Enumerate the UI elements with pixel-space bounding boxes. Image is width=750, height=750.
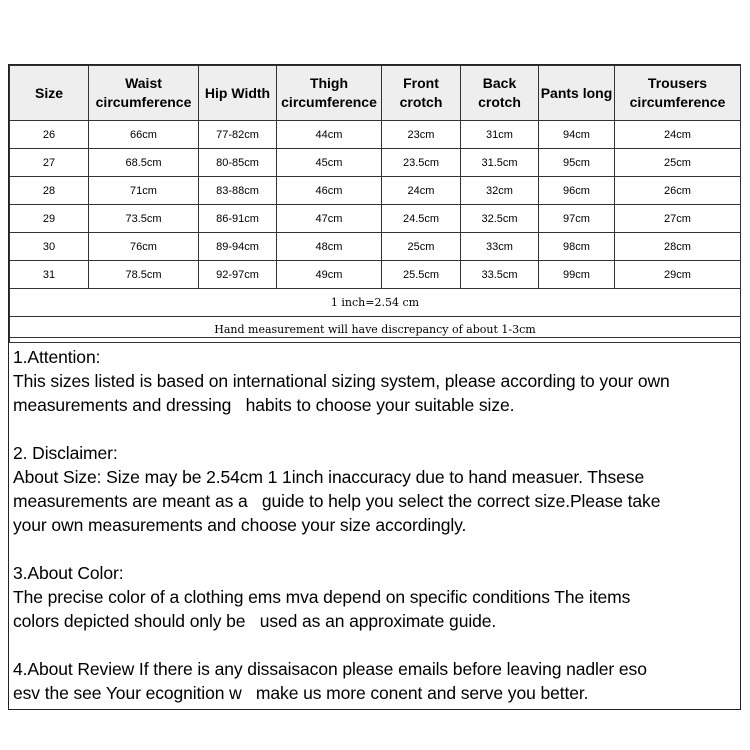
disclaimer-line: measurements are meant as a guide to help you select the correct size.Please take	[13, 491, 661, 511]
size-chart	[8, 64, 741, 710]
cell-front-crotch: 24.5cm	[382, 205, 461, 233]
review-note	[13, 657, 740, 705]
color-note	[13, 561, 740, 633]
cell-thigh: 46cm	[277, 177, 382, 205]
cell-pants-long: 96cm	[539, 177, 615, 205]
review-line: 4.About Review If there is any dissaisacon please emails before leaving nadler eso	[13, 659, 647, 679]
review-line: esv the see Your ecognition w make us more conent and serve you better.	[13, 683, 589, 703]
cell-waist: 66cm	[89, 121, 199, 149]
cell-thigh: 45cm	[277, 149, 382, 177]
attention-note	[13, 345, 740, 417]
table-row	[10, 261, 741, 289]
cell-front-crotch: 23cm	[382, 121, 461, 149]
header-back-crotch: Back crotch	[461, 66, 539, 121]
cell-trousers: 24cm	[615, 121, 741, 149]
header-size: Size	[10, 66, 89, 121]
table-row	[10, 205, 741, 233]
cell-pants-long: 95cm	[539, 149, 615, 177]
header-hip: Hip Width	[199, 66, 277, 121]
color-line: colors depicted should only be used as an approximate guide.	[13, 611, 497, 631]
header-thigh: Thigh circumference	[277, 66, 382, 121]
cell-hip: 77-82cm	[199, 121, 277, 149]
table-row	[10, 233, 741, 261]
table-row	[10, 121, 741, 149]
attention-line: measurements and dressing habits to choose your suitable size.	[13, 395, 515, 415]
inch-conversion-note: 1 inch=2.54 cm	[10, 289, 741, 317]
cell-pants-long: 99cm	[539, 261, 615, 289]
cell-waist: 73.5cm	[89, 205, 199, 233]
cell-waist: 68.5cm	[89, 149, 199, 177]
size-table	[9, 65, 741, 343]
attention-title: 1.Attention:	[13, 347, 101, 367]
cell-size: 27	[10, 149, 89, 177]
cell-back-crotch: 32.5cm	[461, 205, 539, 233]
header-front-crotch: Front crotch	[382, 66, 461, 121]
cell-trousers: 25cm	[615, 149, 741, 177]
disclaimer-line: About Size: Size may be 2.54cm 1 1inch inaccuracy due to hand measuer. Thsese	[13, 467, 645, 487]
cell-waist: 78.5cm	[89, 261, 199, 289]
cell-thigh: 48cm	[277, 233, 382, 261]
cell-size: 29	[10, 205, 89, 233]
cell-front-crotch: 24cm	[382, 177, 461, 205]
disclaimer-note	[13, 441, 740, 537]
cell-thigh: 47cm	[277, 205, 382, 233]
cell-size: 30	[10, 233, 89, 261]
note-row-inch	[10, 289, 741, 317]
cell-back-crotch: 32cm	[461, 177, 539, 205]
cell-back-crotch: 33.5cm	[461, 261, 539, 289]
cell-hip: 89-94cm	[199, 233, 277, 261]
cell-back-crotch: 33cm	[461, 233, 539, 261]
cell-back-crotch: 31cm	[461, 121, 539, 149]
cell-waist: 71cm	[89, 177, 199, 205]
cell-pants-long: 94cm	[539, 121, 615, 149]
cell-trousers: 27cm	[615, 205, 741, 233]
disclaimer-title: 2. Disclaimer:	[13, 443, 118, 463]
cell-size: 28	[10, 177, 89, 205]
disclaimer-line: your own measurements and choose your size accordingly.	[13, 515, 467, 535]
cell-front-crotch: 25cm	[382, 233, 461, 261]
header-waist: Waist circumference	[89, 66, 199, 121]
cell-trousers: 28cm	[615, 233, 741, 261]
cell-front-crotch: 25.5cm	[382, 261, 461, 289]
cell-hip: 86-91cm	[199, 205, 277, 233]
cell-waist: 76cm	[89, 233, 199, 261]
table-header-row	[10, 66, 741, 121]
cell-size: 26	[10, 121, 89, 149]
header-trousers: Trousers circumference	[615, 66, 741, 121]
cell-trousers: 29cm	[615, 261, 741, 289]
cell-trousers: 26cm	[615, 177, 741, 205]
cell-thigh: 49cm	[277, 261, 382, 289]
color-line: The precise color of a clothing ems mva depend on specific conditions The items	[13, 587, 631, 607]
notes-section	[9, 337, 740, 709]
header-pants-long: Pants long	[539, 66, 615, 121]
cell-front-crotch: 23.5cm	[382, 149, 461, 177]
cell-pants-long: 98cm	[539, 233, 615, 261]
cell-back-crotch: 31.5cm	[461, 149, 539, 177]
discrepancy-note: Hand measurement will have discrepancy of about 1-3cm	[10, 317, 741, 343]
table-row	[10, 177, 741, 205]
cell-size: 31	[10, 261, 89, 289]
attention-line: This sizes listed is based on international sizing system, please according to your own	[13, 371, 670, 391]
cell-hip: 92-97cm	[199, 261, 277, 289]
cell-thigh: 44cm	[277, 121, 382, 149]
cell-pants-long: 97cm	[539, 205, 615, 233]
cell-hip: 80-85cm	[199, 149, 277, 177]
table-row	[10, 149, 741, 177]
color-title: 3.About Color:	[13, 563, 124, 583]
cell-hip: 83-88cm	[199, 177, 277, 205]
